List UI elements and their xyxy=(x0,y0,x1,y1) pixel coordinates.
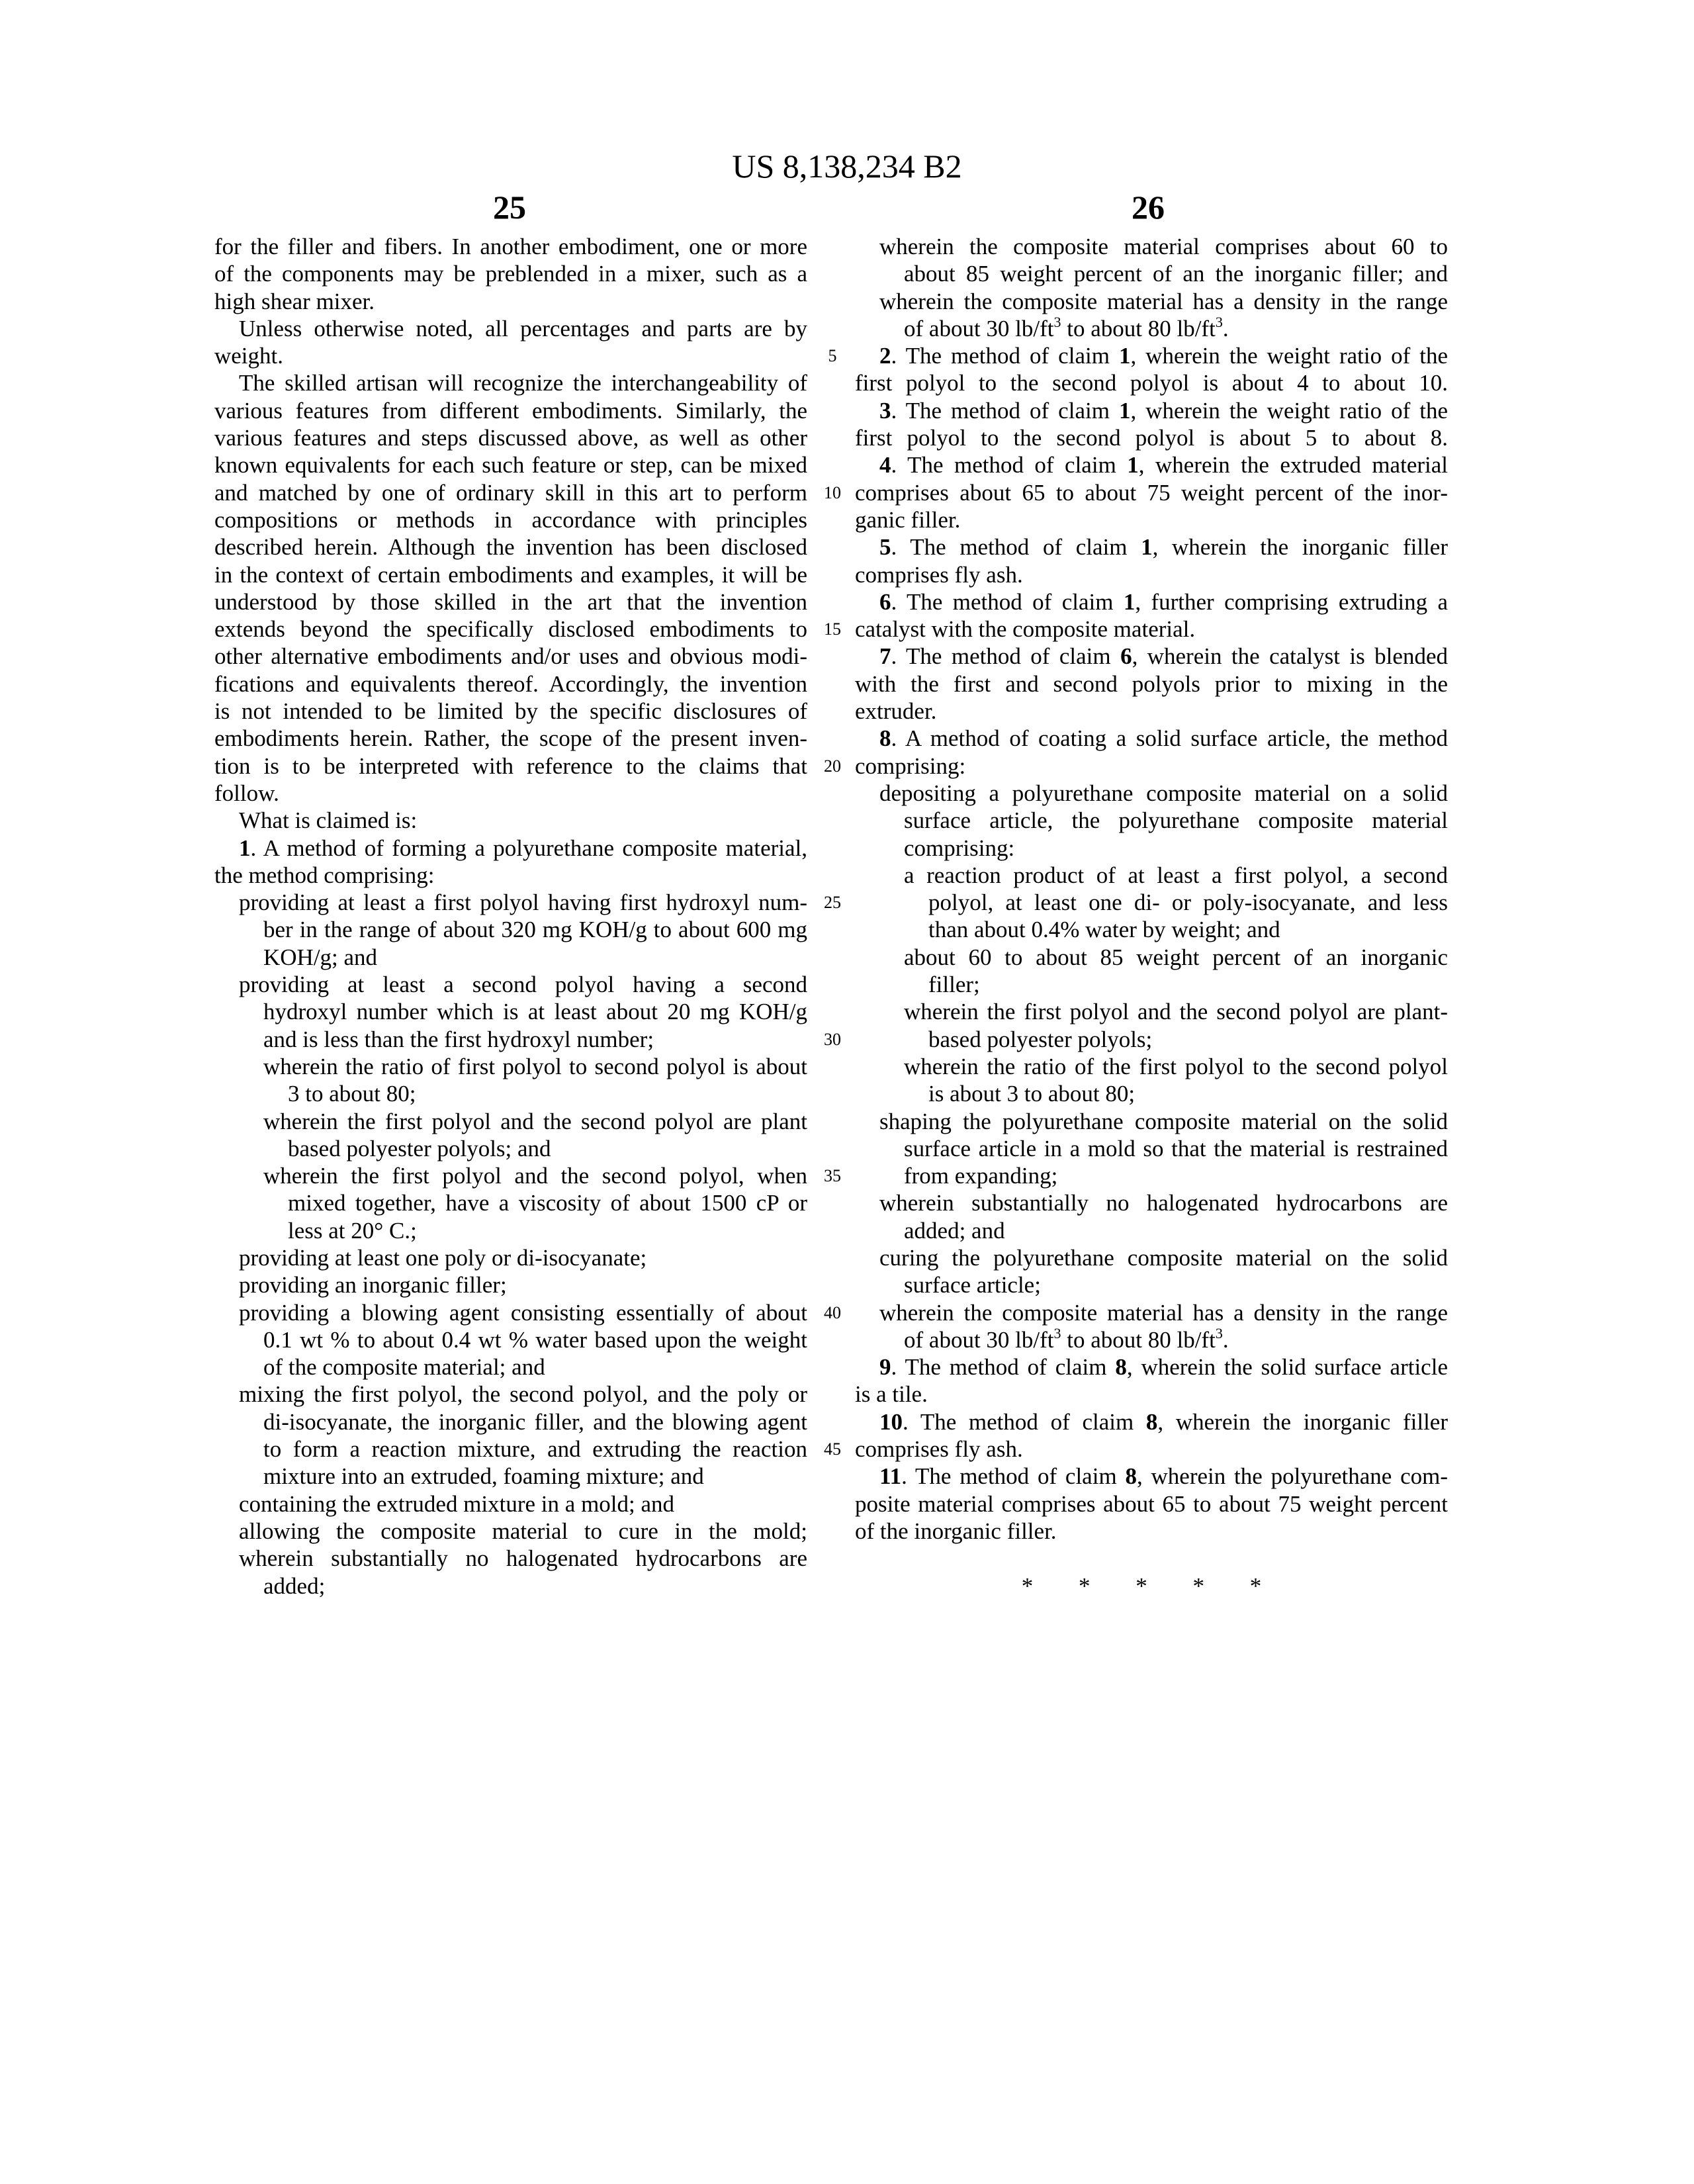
text-line: about 85 weight percent of an the inorganic filler; and xyxy=(855,260,1448,287)
text-line: is not intended to be limited by the specific disclosures of xyxy=(214,698,807,725)
text-line: added; and xyxy=(855,1217,1448,1244)
text-line: catalyst with the composite material. xyxy=(855,615,1448,643)
text-line: depositing a polyurethane composite material on a solid xyxy=(855,780,1448,807)
text-line: comprises fly ash. xyxy=(855,561,1448,588)
text-line: fications and equivalents thereof. Accordingly, the invention xyxy=(214,670,807,698)
text-line: described herein. Although the invention has been disclosed xyxy=(214,533,807,561)
text-line: 0.1 wt % to about 0.4 wt % water based upon the weight xyxy=(214,1326,807,1353)
right-text-column xyxy=(855,233,1448,1600)
text-line: first polyol to the second polyol is about 4 to about 10. xyxy=(855,369,1448,396)
text-line: comprising: xyxy=(855,752,1448,780)
line-number: 25 xyxy=(819,889,846,916)
text-line: with the first and second polyols prior to mixing in the xyxy=(855,670,1448,698)
text-line: other alternative embodiments and/or uses and obvious modi- xyxy=(214,643,807,670)
text-line: mixing the first polyol, the second polyol, and the poly or xyxy=(214,1381,807,1408)
text-line: various features from different embodiments. Similarly, the xyxy=(214,397,807,424)
text-line: than about 0.4% water by weight; and xyxy=(855,916,1448,943)
line-number: 40 xyxy=(819,1299,846,1326)
text-line: KOH/g; and xyxy=(214,944,807,971)
text-line: wherein the ratio of first polyol to second polyol is about xyxy=(214,1053,807,1080)
text-line: based polyester polyols; xyxy=(855,1026,1448,1053)
text-line: wherein the first polyol and the second polyol are plant xyxy=(214,1108,807,1135)
text-line: added; xyxy=(214,1572,807,1600)
text-line: wherein substantially no halogenated hydrocarbons are xyxy=(855,1189,1448,1216)
text-line: curing the polyurethane composite material on the solid xyxy=(855,1244,1448,1271)
text-line: compositions or methods in accordance with principles xyxy=(214,506,807,533)
text-line: high shear mixer. xyxy=(214,288,807,315)
line-number: 10 xyxy=(819,479,846,506)
text-line: 3 to about 80; xyxy=(214,1080,807,1107)
text-line: wherein the composite material has a density in the range xyxy=(855,1299,1448,1326)
text-line: to form a reaction mixture, and extruding the reaction xyxy=(214,1435,807,1463)
text-line: for the filler and fibers. In another embodiment, one or more xyxy=(214,233,807,260)
text-line: wherein the first polyol and the second polyol are plant- xyxy=(855,998,1448,1025)
text-line: embodiments herein. Rather, the scope of the present inven- xyxy=(214,725,807,752)
text-line: wherein the first polyol and the second polyol, when xyxy=(214,1162,807,1189)
text-line: providing a blowing agent consisting essentially of about xyxy=(214,1299,807,1326)
text-line: providing at least a first polyol having first hydroxyl num- xyxy=(214,889,807,916)
text-line: 7. The method of claim 6, wherein the catalyst is blended xyxy=(855,643,1448,670)
text-line: weight. xyxy=(214,342,807,369)
text-line: filler; xyxy=(855,971,1448,998)
text-line: tion is to be interpreted with reference to the claims that xyxy=(214,752,807,780)
text-line: containing the extruded mixture in a mold; and xyxy=(214,1490,807,1518)
text-line: known equivalents for each such feature or step, can be mixed xyxy=(214,451,807,478)
line-number: 5 xyxy=(819,342,846,369)
text-line: 9. The method of claim 8, wherein the solid surface article xyxy=(855,1353,1448,1381)
text-line: surface article; xyxy=(855,1271,1448,1298)
text-line: 4. The method of claim 1, wherein the extruded material xyxy=(855,451,1448,478)
text-line: Unless otherwise noted, all percentages and parts are by xyxy=(214,315,807,342)
text-line: first polyol to the second polyol is about 5 to about 8. xyxy=(855,424,1448,451)
text-line: The skilled artisan will recognize the interchangeability of xyxy=(214,369,807,396)
text-line: allowing the composite material to cure in the mold; xyxy=(214,1518,807,1545)
text-line: wherein the ratio of the first polyol to the second polyol xyxy=(855,1053,1448,1080)
text-line: providing at least one poly or di-isocyanate; xyxy=(214,1244,807,1271)
text-line: understood by those skilled in the art that the invention xyxy=(214,588,807,615)
text-line xyxy=(855,1545,1448,1572)
text-line: of the composite material; and xyxy=(214,1353,807,1381)
text-line: various features and steps discussed above, as well as other xyxy=(214,424,807,451)
text-line: 3. The method of claim 1, wherein the weight ratio of the xyxy=(855,397,1448,424)
text-line: 11. The method of claim 8, wherein the polyurethane com- xyxy=(855,1463,1448,1490)
text-line: of about 30 lb/ft3 to about 80 lb/ft3. xyxy=(855,1326,1448,1353)
end-of-claims-asterisks: * * * * * xyxy=(855,1572,1448,1600)
text-line: ganic filler. xyxy=(855,506,1448,533)
text-line: What is claimed is: xyxy=(214,807,807,834)
text-line: a reaction product of at least a first polyol, a second xyxy=(855,862,1448,889)
text-line: ber in the range of about 320 mg KOH/g to about 600 mg xyxy=(214,916,807,943)
text-line: posite material comprises about 65 to about 75 weight percent xyxy=(855,1490,1448,1518)
text-line: surface article in a mold so that the material is restrained xyxy=(855,1135,1448,1162)
text-line: comprising: xyxy=(855,835,1448,862)
line-number: 30 xyxy=(819,1026,846,1053)
column-number-right: 26 xyxy=(1082,188,1214,226)
line-number: 45 xyxy=(819,1435,846,1463)
text-line: follow. xyxy=(214,780,807,807)
text-line: from expanding; xyxy=(855,1162,1448,1189)
text-line: mixture into an extruded, foaming mixture; and xyxy=(214,1463,807,1490)
text-line: wherein the composite material has a density in the range xyxy=(855,288,1448,315)
line-number: 20 xyxy=(819,752,846,780)
text-line: surface article, the polyurethane composite material xyxy=(855,807,1448,834)
text-line: wherein the composite material comprises about 60 to xyxy=(855,233,1448,260)
line-number: 15 xyxy=(819,615,846,643)
text-line: about 60 to about 85 weight percent of an inorganic xyxy=(855,944,1448,971)
left-text-column xyxy=(214,233,807,1600)
text-line: wherein substantially no halogenated hydrocarbons are xyxy=(214,1545,807,1572)
patent-number-header: US 8,138,234 B2 xyxy=(0,147,1694,185)
text-line: comprises about 65 to about 75 weight percent of the inor- xyxy=(855,479,1448,506)
text-line: 2. The method of claim 1, wherein the weight ratio of the xyxy=(855,342,1448,369)
text-line: mixed together, have a viscosity of about 1500 cP or xyxy=(214,1189,807,1216)
text-line: 1. A method of forming a polyurethane composite material, xyxy=(214,835,807,862)
text-line: less at 20° C.; xyxy=(214,1217,807,1244)
line-number: 35 xyxy=(819,1162,846,1189)
text-line: polyol, at least one di- or poly-isocyanate, and less xyxy=(855,889,1448,916)
text-line: 8. A method of coating a solid surface article, the method xyxy=(855,725,1448,752)
text-line: providing at least a second polyol having a second xyxy=(214,971,807,998)
text-line: of the components may be preblended in a mixer, such as a xyxy=(214,260,807,287)
text-line: in the context of certain embodiments and examples, it will be xyxy=(214,561,807,588)
text-line: and matched by one of ordinary skill in this art to perform xyxy=(214,479,807,506)
text-line: of the inorganic filler. xyxy=(855,1518,1448,1545)
text-line: is a tile. xyxy=(855,1381,1448,1408)
text-line: 5. The method of claim 1, wherein the inorganic filler xyxy=(855,533,1448,561)
text-line: extends beyond the specifically disclosed embodiments to xyxy=(214,615,807,643)
text-line: providing an inorganic filler; xyxy=(214,1271,807,1298)
text-line: di-isocyanate, the inorganic filler, and the blowing agent xyxy=(214,1408,807,1435)
text-line: hydroxyl number which is at least about 20 mg KOH/g xyxy=(214,998,807,1025)
text-line: extruder. xyxy=(855,698,1448,725)
text-line: shaping the polyurethane composite material on the solid xyxy=(855,1108,1448,1135)
text-line: the method comprising: xyxy=(214,862,807,889)
text-line: comprises fly ash. xyxy=(855,1435,1448,1463)
text-line: 6. The method of claim 1, further comprising extruding a xyxy=(855,588,1448,615)
text-line: and is less than the first hydroxyl number; xyxy=(214,1026,807,1053)
text-line: based polyester polyols; and xyxy=(214,1135,807,1162)
column-number-left: 25 xyxy=(443,188,576,226)
text-line: 10. The method of claim 8, wherein the inorganic filler xyxy=(855,1408,1448,1435)
text-line: is about 3 to about 80; xyxy=(855,1080,1448,1107)
text-line: of about 30 lb/ft3 to about 80 lb/ft3. xyxy=(855,315,1448,342)
